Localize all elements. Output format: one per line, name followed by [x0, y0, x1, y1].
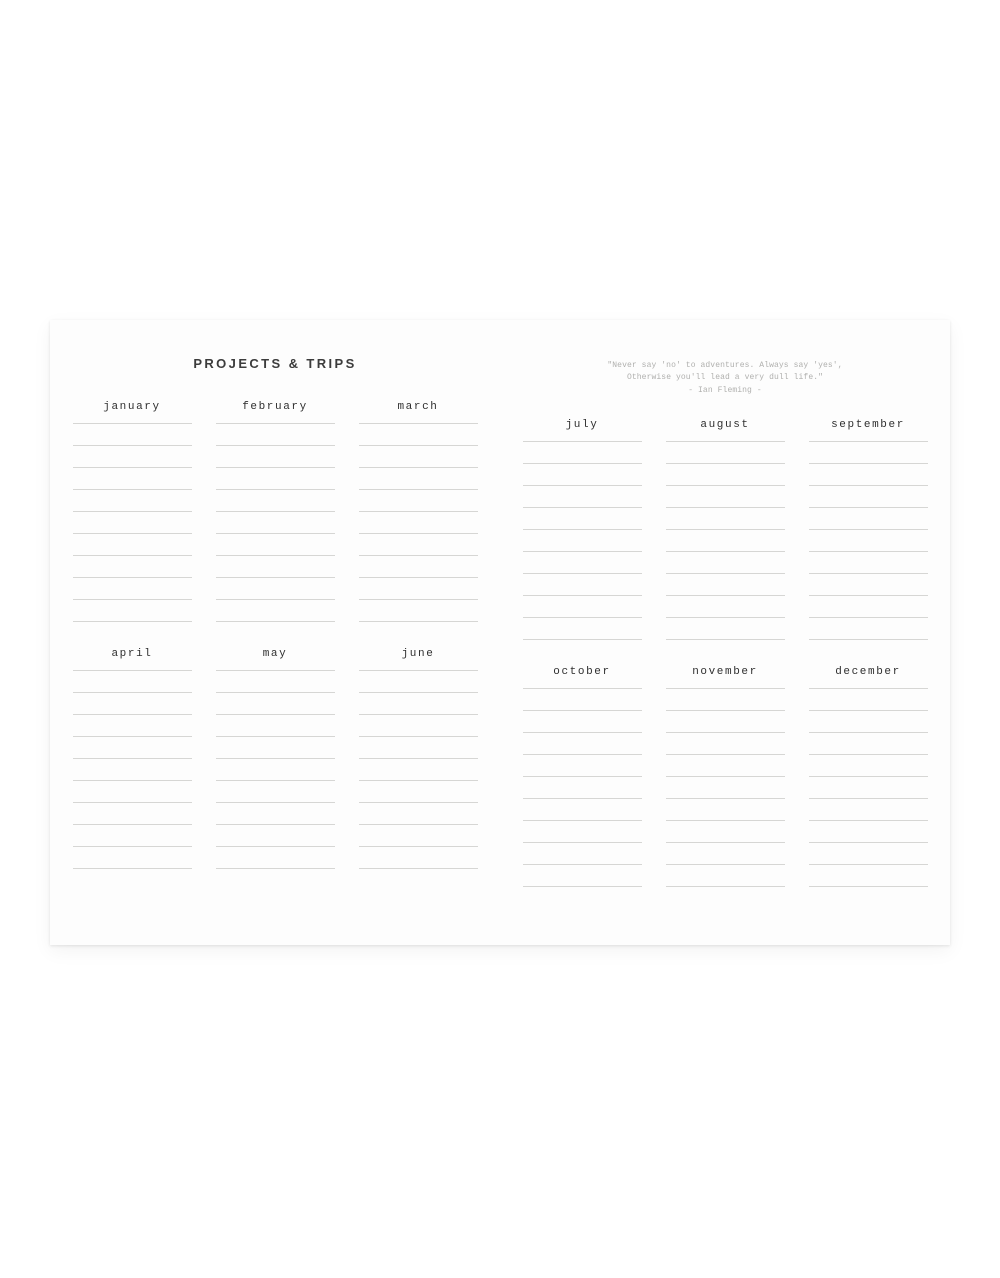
- write-line[interactable]: [523, 464, 642, 486]
- month-block-june: [359, 648, 478, 869]
- write-line[interactable]: [523, 733, 642, 755]
- write-line[interactable]: [666, 596, 785, 618]
- quote-block: [500, 360, 950, 397]
- write-line[interactable]: [666, 777, 785, 799]
- write-line[interactable]: [809, 596, 928, 618]
- write-line[interactable]: [216, 847, 335, 869]
- month-row-first-quarter: [50, 401, 500, 622]
- write-line[interactable]: [359, 825, 478, 847]
- write-line[interactable]: [666, 508, 785, 530]
- write-line[interactable]: [73, 534, 192, 556]
- write-line[interactable]: [809, 711, 928, 733]
- write-line[interactable]: [359, 512, 478, 534]
- write-line[interactable]: [666, 711, 785, 733]
- write-line[interactable]: [73, 737, 192, 759]
- write-line[interactable]: [666, 574, 785, 596]
- write-line[interactable]: [809, 441, 928, 464]
- write-line[interactable]: [666, 618, 785, 640]
- write-line[interactable]: [359, 423, 478, 446]
- write-line[interactable]: [359, 737, 478, 759]
- write-line[interactable]: [359, 715, 478, 737]
- write-line[interactable]: [216, 512, 335, 534]
- write-line[interactable]: [809, 486, 928, 508]
- write-line[interactable]: [216, 825, 335, 847]
- write-line[interactable]: [809, 618, 928, 640]
- write-line[interactable]: [359, 759, 478, 781]
- month-label: november: [692, 666, 758, 679]
- write-line[interactable]: [809, 865, 928, 887]
- write-line[interactable]: [359, 693, 478, 715]
- write-line[interactable]: [809, 530, 928, 552]
- write-line[interactable]: [216, 534, 335, 556]
- write-lines[interactable]: [73, 670, 192, 869]
- write-lines[interactable]: [73, 423, 192, 622]
- quote-line-2: Otherwise you'll lead a very dull life.": [626, 373, 824, 383]
- write-lines[interactable]: [523, 688, 642, 887]
- write-lines[interactable]: [216, 670, 335, 869]
- write-line[interactable]: [73, 693, 192, 715]
- write-line[interactable]: [359, 847, 478, 869]
- write-line[interactable]: [523, 441, 642, 464]
- month-label: september: [831, 419, 905, 432]
- write-line[interactable]: [73, 781, 192, 803]
- write-line[interactable]: [809, 799, 928, 821]
- month-row-fourth-quarter: [500, 666, 950, 887]
- write-line[interactable]: [666, 688, 785, 711]
- write-line[interactable]: [73, 759, 192, 781]
- write-line[interactable]: [809, 574, 928, 596]
- month-block-august: [666, 419, 785, 640]
- write-line[interactable]: [809, 688, 928, 711]
- month-label: august: [700, 419, 750, 432]
- month-label: june: [401, 648, 435, 660]
- write-line[interactable]: [523, 530, 642, 552]
- write-line[interactable]: [73, 803, 192, 825]
- write-line[interactable]: [523, 777, 642, 799]
- write-line[interactable]: [666, 755, 785, 777]
- write-line[interactable]: [216, 759, 335, 781]
- write-line[interactable]: [216, 803, 335, 825]
- write-line[interactable]: [809, 733, 928, 755]
- write-line[interactable]: [216, 578, 335, 600]
- write-line[interactable]: [359, 600, 478, 622]
- write-line[interactable]: [666, 799, 785, 821]
- month-block-september: [809, 419, 928, 640]
- write-line[interactable]: [523, 486, 642, 508]
- month-label: october: [553, 666, 611, 679]
- write-line[interactable]: [523, 688, 642, 711]
- write-line[interactable]: [216, 715, 335, 737]
- month-block-january: [73, 401, 192, 622]
- write-lines[interactable]: [359, 670, 478, 869]
- write-line[interactable]: [809, 843, 928, 865]
- write-line[interactable]: [666, 843, 785, 865]
- write-line[interactable]: [809, 552, 928, 574]
- write-line[interactable]: [666, 530, 785, 552]
- write-line[interactable]: [359, 446, 478, 468]
- write-line[interactable]: [73, 468, 192, 490]
- write-line[interactable]: [523, 618, 642, 640]
- write-line[interactable]: [359, 490, 478, 512]
- write-line[interactable]: [359, 803, 478, 825]
- write-lines[interactable]: [666, 688, 785, 887]
- write-line[interactable]: [73, 423, 192, 446]
- month-block-march: [359, 401, 478, 622]
- write-line[interactable]: [359, 781, 478, 803]
- write-line[interactable]: [523, 711, 642, 733]
- write-line[interactable]: [73, 490, 192, 512]
- write-line[interactable]: [73, 512, 192, 534]
- write-line[interactable]: [216, 446, 335, 468]
- write-line[interactable]: [666, 486, 785, 508]
- page-title: PROJECTS & TRIPS: [193, 356, 357, 371]
- month-row-third-quarter: [500, 419, 950, 640]
- write-line[interactable]: [666, 464, 785, 486]
- write-line[interactable]: [809, 821, 928, 843]
- write-line[interactable]: [216, 737, 335, 759]
- month-row-second-quarter: [50, 648, 500, 869]
- month-block-july: [523, 419, 642, 640]
- write-line[interactable]: [216, 490, 335, 512]
- write-line[interactable]: [666, 733, 785, 755]
- write-line[interactable]: [809, 777, 928, 799]
- write-line[interactable]: [359, 670, 478, 693]
- write-line[interactable]: [73, 847, 192, 869]
- write-lines[interactable]: [809, 688, 928, 887]
- month-block-november: [666, 666, 785, 887]
- write-lines[interactable]: [809, 441, 928, 640]
- quote-attribution: - Ian Fleming -: [688, 385, 762, 395]
- write-line[interactable]: [523, 843, 642, 865]
- write-line[interactable]: [523, 574, 642, 596]
- write-line[interactable]: [359, 556, 478, 578]
- write-line[interactable]: [666, 552, 785, 574]
- write-line[interactable]: [73, 825, 192, 847]
- month-label: december: [835, 666, 901, 679]
- write-line[interactable]: [523, 508, 642, 530]
- write-line[interactable]: [809, 755, 928, 777]
- write-line[interactable]: [359, 578, 478, 600]
- month-block-february: [216, 401, 335, 622]
- month-block-october: [523, 666, 642, 887]
- write-line[interactable]: [73, 578, 192, 600]
- write-line[interactable]: [73, 446, 192, 468]
- write-line[interactable]: [216, 781, 335, 803]
- write-line[interactable]: [73, 670, 192, 693]
- write-line[interactable]: [216, 600, 335, 622]
- month-block-april: [73, 648, 192, 869]
- month-label: january: [103, 401, 161, 413]
- right-page: [500, 320, 950, 945]
- month-label: march: [397, 401, 439, 413]
- write-line[interactable]: [359, 534, 478, 556]
- write-line[interactable]: [523, 799, 642, 821]
- month-block-december: [809, 666, 928, 887]
- left-page: [50, 320, 500, 945]
- write-line[interactable]: [666, 821, 785, 843]
- quote-line-1: "Never say 'no' to adventures. Always say 'yes',: [607, 361, 843, 370]
- write-line[interactable]: [216, 670, 335, 693]
- write-line[interactable]: [809, 508, 928, 530]
- month-label: february: [242, 401, 308, 413]
- write-line[interactable]: [359, 468, 478, 490]
- write-line[interactable]: [216, 556, 335, 578]
- write-lines[interactable]: [216, 423, 335, 622]
- write-line[interactable]: [73, 715, 192, 737]
- notebook-spread: [50, 320, 950, 945]
- month-block-may: [216, 648, 335, 869]
- write-lines[interactable]: [523, 441, 642, 640]
- write-line[interactable]: [523, 821, 642, 843]
- write-line[interactable]: [666, 441, 785, 464]
- write-line[interactable]: [523, 755, 642, 777]
- write-line[interactable]: [523, 596, 642, 618]
- write-line[interactable]: [73, 600, 192, 622]
- month-label: april: [111, 648, 153, 660]
- write-line[interactable]: [523, 865, 642, 887]
- write-line[interactable]: [216, 423, 335, 446]
- write-line[interactable]: [216, 468, 335, 490]
- write-line[interactable]: [523, 552, 642, 574]
- write-lines[interactable]: [666, 441, 785, 640]
- write-line[interactable]: [73, 556, 192, 578]
- month-label: july: [565, 419, 599, 432]
- write-line[interactable]: [809, 464, 928, 486]
- month-label: may: [262, 648, 288, 660]
- write-line[interactable]: [666, 865, 785, 887]
- write-line[interactable]: [216, 693, 335, 715]
- write-lines[interactable]: [359, 423, 478, 622]
